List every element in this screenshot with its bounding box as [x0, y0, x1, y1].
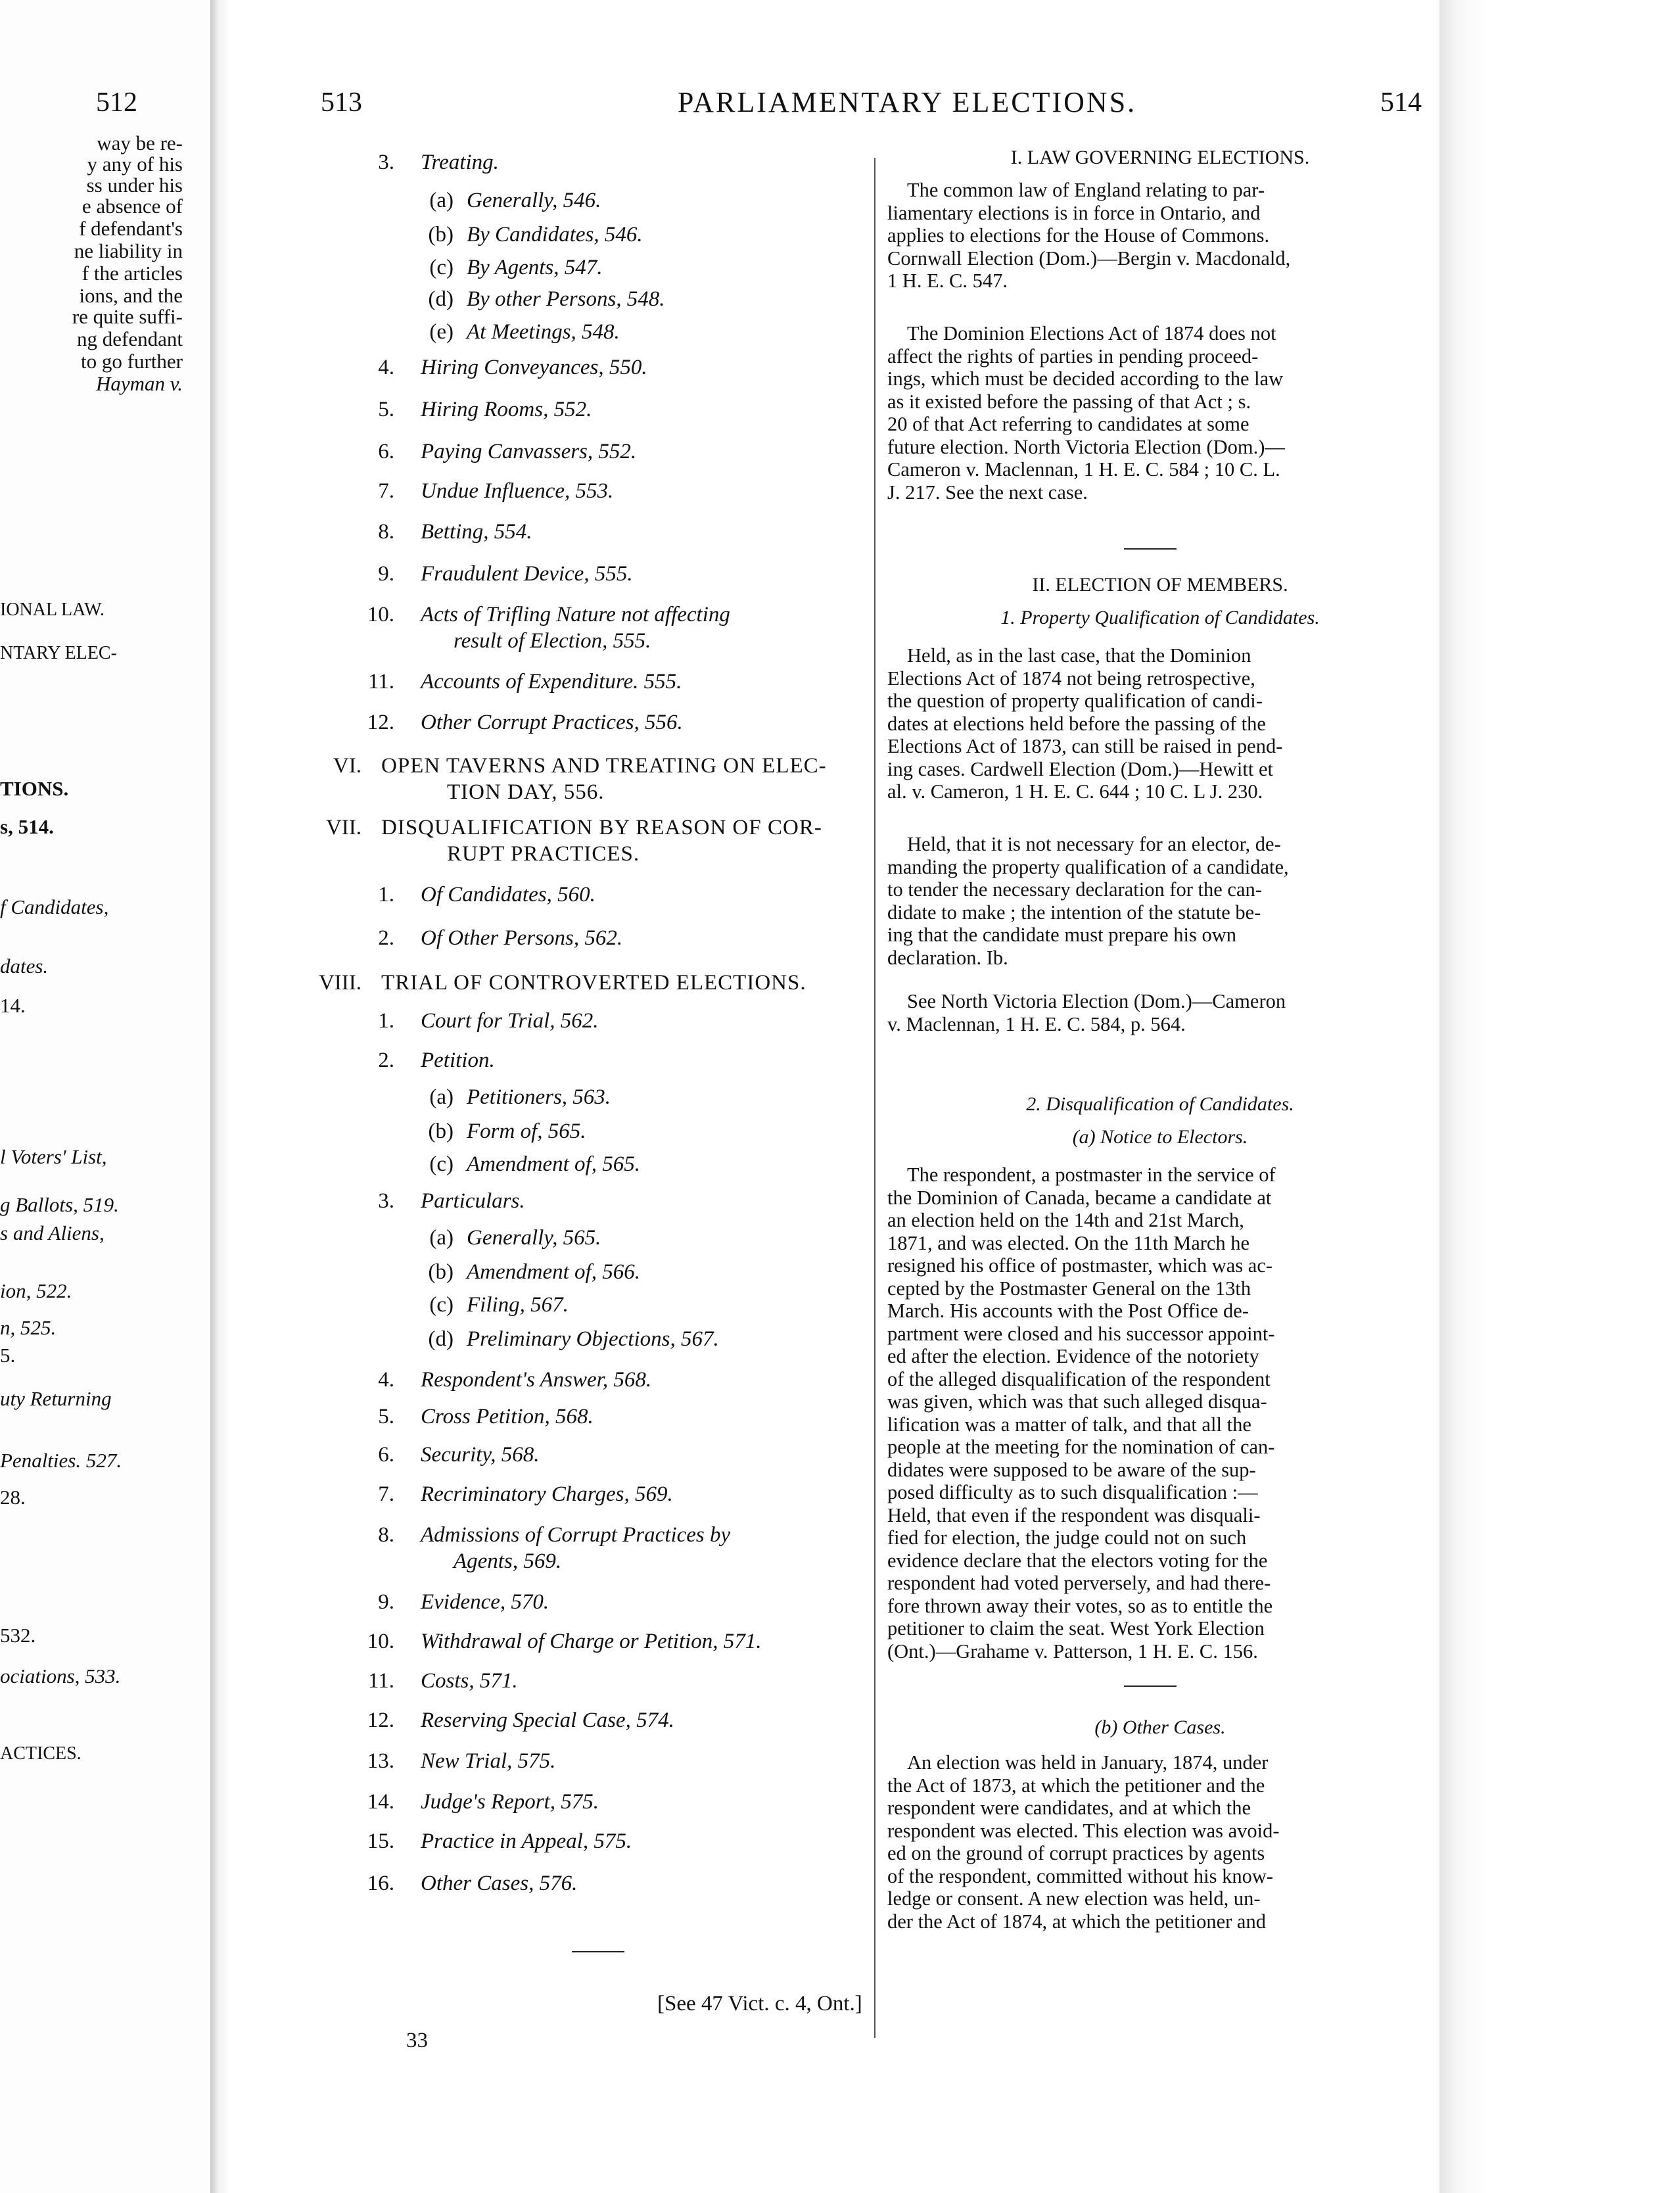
contents-title: At Meetings, 548.: [467, 320, 620, 344]
text-line: was given, which was that such alleged disqua-: [887, 1390, 1267, 1413]
contents-number: 8.: [378, 520, 394, 544]
text-line: fied for election, the judge could not on such: [887, 1526, 1247, 1549]
text-line: manding the property qualification of a candidate,: [887, 855, 1289, 878]
left-page-line: ng defendant: [77, 327, 183, 350]
text-line: ing cases. Cardwell Election (Dom.)—Hewitt et: [887, 757, 1273, 780]
contents-number: (c): [429, 1293, 454, 1317]
contents-number: 10.: [367, 1630, 394, 1653]
contents-number: 4.: [378, 356, 394, 379]
subheading-other-cases: (b) Other Cases.: [1094, 1716, 1226, 1738]
contents-number: 11.: [367, 1669, 394, 1693]
contents-title: Generally, 546.: [467, 189, 601, 212]
contents-number: 13.: [367, 1749, 394, 1773]
contents-number: 14.: [367, 1790, 394, 1814]
contents-title: By other Persons, 548.: [467, 287, 665, 311]
text-line: an election held on the 14th and 21st March,: [887, 1209, 1244, 1231]
contents-title: Respondent's Answer, 568.: [421, 1368, 652, 1392]
text-line: partment were closed and his successor appoint-: [887, 1322, 1275, 1345]
left-page-line: ss under his: [86, 174, 183, 197]
text-line: evidence declare that the electors voting for the: [887, 1549, 1268, 1572]
contents-number: (c): [429, 256, 454, 279]
contents-title: Other Cases, 576.: [421, 1872, 578, 1895]
contents-number: (a): [429, 189, 454, 212]
paragraph-property-1: [887, 644, 1433, 803]
contents-title: Petitioners, 563.: [467, 1085, 611, 1109]
section-heading-members: II. ELECTION OF MEMBERS.: [1032, 574, 1288, 596]
contents-number: 6.: [378, 1443, 394, 1467]
contents-title: Cross Petition, 568.: [421, 1405, 594, 1428]
section-rule: [1124, 548, 1177, 550]
contents-number: 4.: [378, 1368, 394, 1392]
contents-title: Filing, 567.: [467, 1293, 569, 1317]
left-page-line: ACTICES.: [0, 1743, 82, 1764]
left-page-line: f the articles: [82, 262, 183, 285]
text-line: al. v. Cameron, 1 H. E. C. 644 ; 10 C. L J. 230.: [887, 780, 1263, 803]
text-line: the question of property qualification of candi-: [887, 690, 1263, 712]
page-number-right: 514: [1380, 87, 1422, 118]
text-line: lification was a matter of talk, and that all the: [887, 1413, 1251, 1436]
contents-title: Evidence, 570.: [421, 1590, 549, 1614]
contents-number: 3.: [378, 1189, 394, 1213]
contents-end-rule: [572, 1951, 624, 1952]
contents-title: Practice in Appeal, 575.: [421, 1829, 632, 1853]
contents-number: (d): [428, 287, 454, 311]
text-line: future election. North Victoria Election (Dom.)—: [887, 435, 1285, 458]
left-page-line: ne liability in: [74, 239, 183, 262]
text-line: of the respondent, committed without his know-: [887, 1864, 1274, 1887]
contents-title: Recriminatory Charges, 569.: [421, 1482, 673, 1506]
contents-number: 11.: [367, 670, 394, 694]
contents-title: Amendment of, 566.: [467, 1260, 640, 1284]
contents-number: 9.: [378, 1590, 394, 1614]
contents-number: (b): [428, 1120, 454, 1143]
left-page-line: f defendant's: [79, 217, 183, 240]
left-page-line: y any of his: [87, 153, 183, 176]
contents-title: Hiring Rooms, 552.: [421, 398, 592, 421]
left-page-line: s and Aliens,: [0, 1221, 105, 1244]
text-line: See North Victoria Election (Dom.)—Cameron: [907, 990, 1286, 1012]
paragraph-dominion-act: [887, 322, 1433, 504]
left-page-line: dates.: [0, 955, 49, 978]
contents-number: 7.: [378, 1482, 394, 1506]
left-page-line: n, 525.: [0, 1316, 57, 1339]
text-line: declaration. Ib.: [887, 946, 1008, 969]
left-page-line: re quite suffi-: [72, 305, 183, 328]
left-page-line: ion, 522.: [0, 1279, 72, 1302]
text-line: Cornwall Election (Dom.)—Bergin v. Macdonald,: [887, 247, 1291, 270]
text-line: Held, that it is not necessary for an elector, de-: [907, 833, 1281, 855]
left-page-line: 28.: [0, 1486, 26, 1509]
text-line: March. His accounts with the Post Office de-: [887, 1300, 1249, 1322]
paragraph-other-cases: [887, 1751, 1433, 1933]
contents-number: 15.: [367, 1829, 394, 1853]
text-column: [887, 146, 1433, 2052]
text-line: 20 of that Act referring to candidates at some: [887, 413, 1249, 435]
contents-number: 2.: [378, 1049, 394, 1072]
text-line: respondent had voted perversely, and had there-: [887, 1572, 1271, 1594]
text-line: respondent were candidates, and at which the: [887, 1797, 1251, 1819]
contents-number: (a): [429, 1226, 454, 1250]
contents-number: 10.: [367, 603, 394, 626]
page-number-left: 513: [321, 87, 362, 118]
paragraph-property-3: [887, 990, 1433, 1035]
text-line: cepted by the Postmaster General on the 13th: [887, 1277, 1251, 1300]
contents-number: 1.: [378, 1009, 394, 1033]
contents-number: 3.: [378, 151, 394, 174]
text-line: didate to make ; the intention of the statute be-: [887, 901, 1261, 924]
text-line: v. Maclennan, 1 H. E. C. 584, p. 564.: [887, 1012, 1186, 1035]
contents-title: Preliminary Objections, 567.: [467, 1327, 719, 1351]
contents-title-continued: result of Election, 555.: [454, 629, 651, 653]
text-line: resigned his office of postmaster, which was ac-: [887, 1254, 1273, 1277]
left-page-line: Penalties. 527.: [0, 1449, 122, 1472]
text-line: dates at elections held before the passing of the: [887, 712, 1266, 735]
contents-number: VI.: [333, 754, 362, 778]
right-page-margin: [1439, 0, 1680, 2193]
contents-title: Paying Canvassers, 552.: [421, 440, 637, 463]
contents-note: [See 47 Vict. c. 4, Ont.]: [657, 1992, 862, 2016]
contents-title: Form of, 565.: [467, 1120, 586, 1143]
contents-title: Particulars.: [421, 1189, 525, 1213]
left-page-line: ions, and the: [79, 284, 183, 307]
left-page-line: way be re-: [97, 131, 183, 154]
left-page-line: f Candidates,: [0, 895, 109, 918]
text-line: affect the rights of parties in pending proceed-: [887, 344, 1259, 367]
text-line: the Dominion of Canada, became a candidate at: [887, 1186, 1272, 1209]
left-page-line: e absence of: [82, 195, 183, 218]
contents-number: 1.: [378, 883, 394, 907]
contents-title-continued: Agents, 569.: [454, 1549, 562, 1573]
contents-title: Withdrawal of Charge or Petition, 571.: [421, 1630, 762, 1653]
text-line: ing that the candidate must prepare his own: [887, 924, 1237, 946]
contents-title: DISQUALIFICATION BY REASON OF COR-: [381, 816, 822, 839]
text-line: posed difficulty as to such disqualification :—: [887, 1481, 1258, 1503]
column-divider: [874, 158, 875, 2038]
left-page-line: 5.: [0, 1344, 16, 1367]
paragraph-common-law: [887, 179, 1433, 293]
contents-number: VIII.: [318, 971, 362, 995]
contents-number: 12.: [367, 1709, 394, 1732]
contents-title: Other Corrupt Practices, 556.: [421, 711, 683, 734]
contents-title: Acts of Trifling Nature not affecting: [421, 603, 730, 626]
subheading-disqualification: 2. Disqualification of Candidates.: [1026, 1093, 1294, 1115]
text-line: Held, that even if the respondent was disquali-: [887, 1503, 1261, 1526]
contents-title: By Agents, 547.: [467, 256, 603, 279]
contents-title: OPEN TAVERNS AND TREATING ON ELEC-: [381, 754, 827, 778]
text-line: An election was held in January, 1874, under: [907, 1751, 1269, 1774]
text-line: as it existed before the passing of that Act ; s.: [887, 390, 1251, 413]
text-line: liamentary elections is in force in Ontario, and: [887, 201, 1261, 224]
section-heading-law: I. LAW GOVERNING ELECTIONS.: [1010, 147, 1310, 168]
contents-number: 8.: [378, 1523, 394, 1547]
contents-title: Security, 568.: [421, 1443, 540, 1467]
left-page-line: uty Returning: [0, 1387, 112, 1410]
contents-number: (d): [428, 1327, 454, 1351]
text-line: of the alleged disqualification of the respondent: [887, 1367, 1271, 1390]
contents-title: Betting, 554.: [421, 520, 532, 544]
text-line: The respondent, a postmaster in the service of: [907, 1164, 1276, 1186]
contents-number: 16.: [367, 1872, 394, 1895]
text-line: ed after the election. Evidence of the notoriety: [887, 1345, 1259, 1367]
contents-title: Costs, 571.: [421, 1669, 518, 1693]
contents-number: 6.: [378, 440, 394, 463]
contents-number: (a): [429, 1085, 454, 1109]
contents-title: Admissions of Corrupt Practices by: [421, 1523, 731, 1547]
text-line: Cameron v. Maclennan, 1 H. E. C. 584 ; 10 C. L.: [887, 458, 1280, 481]
subheading-property: 1. Property Qualification of Candidates.: [1000, 607, 1320, 628]
left-page-line: s, 514.: [0, 815, 54, 838]
text-line: The common law of England relating to par-: [907, 179, 1265, 201]
contents-number: (b): [428, 223, 454, 247]
left-page-line: ociations, 533.: [0, 1664, 121, 1687]
contents-title: Of Candidates, 560.: [421, 883, 595, 907]
paragraph-notice: [887, 1164, 1433, 1662]
contents-title: Reserving Special Case, 574.: [421, 1709, 674, 1732]
text-line: applies to elections for the House of Commons.: [887, 224, 1270, 247]
contents-column: [289, 150, 881, 2043]
contents-number: 7.: [378, 479, 394, 503]
contents-number: 5.: [378, 398, 394, 421]
contents-title: Undue Influence, 553.: [421, 479, 614, 503]
running-head: PARLIAMENTARY ELECTIONS.: [677, 86, 1137, 118]
page-spine: [210, 0, 230, 2193]
contents-number: VII.: [325, 816, 362, 839]
contents-title-continued: TION DAY, 556.: [447, 780, 605, 804]
text-line: fore thrown away their votes, so as to entitle the: [887, 1594, 1273, 1617]
contents-number: 5.: [378, 1405, 394, 1428]
contents-title-continued: RUPT PRACTICES.: [447, 842, 640, 866]
left-page-line: Hayman v.: [96, 372, 183, 395]
left-page-line: g Ballots, 519.: [0, 1193, 119, 1216]
text-line: J. 217. See the next case.: [887, 481, 1088, 504]
contents-title: By Candidates, 546.: [467, 223, 643, 247]
text-line: 1871, and was elected. On the 11th March he: [887, 1231, 1250, 1254]
text-line: 1 H. E. C. 547.: [887, 270, 1008, 292]
text-line: people at the meeting for the nomination of can-: [887, 1436, 1275, 1458]
text-line: ledge or consent. A new election was held, un-: [887, 1887, 1261, 1910]
contents-number: (b): [428, 1260, 454, 1284]
left-page-line: 14.: [0, 994, 26, 1017]
left-page-line: TIONS.: [0, 777, 69, 800]
left-page-line: to go further: [81, 350, 183, 373]
contents-title: Petition.: [421, 1049, 495, 1072]
contents-title: Amendment of, 565.: [467, 1152, 640, 1176]
contents-title: Treating.: [421, 151, 499, 174]
left-page-number: 512: [96, 87, 137, 118]
text-line: ed on the ground of corrupt practices by agents: [887, 1842, 1265, 1864]
text-line: respondent was elected. This election was avoid-: [887, 1819, 1280, 1842]
paragraph-property-2: [887, 833, 1433, 969]
contents-title: Judge's Report, 575.: [421, 1790, 599, 1814]
contents-title: New Trial, 575.: [421, 1749, 556, 1773]
text-line: The Dominion Elections Act of 1874 does not: [907, 322, 1276, 344]
contents-title: Fraudulent Device, 555.: [421, 562, 633, 586]
contents-number: (e): [429, 320, 454, 344]
left-page-line: l Voters' List,: [0, 1145, 107, 1168]
contents-number: 12.: [367, 711, 394, 734]
text-line: Held, as in the last case, that the Dominion: [907, 644, 1251, 667]
contents-title: Generally, 565.: [467, 1226, 601, 1250]
text-line: petitioner to claim the seat. West York Election: [887, 1617, 1265, 1639]
contents-title: Accounts of Expenditure. 555.: [421, 670, 682, 694]
text-line: didates were supposed to be aware of the sup-: [887, 1458, 1256, 1481]
contents-title: TRIAL OF CONTROVERTED ELECTIONS.: [381, 971, 806, 995]
text-line: ings, which must be decided according to the law: [887, 367, 1284, 390]
text-line: (Ont.)—Grahame v. Patterson, 1 H. E. C. 156.: [887, 1639, 1258, 1662]
left-page-line: NTARY ELEC-: [0, 643, 117, 663]
contents-title: Of Other Persons, 562.: [421, 926, 623, 950]
text-line: Elections Act of 1873, can still be raised in pend-: [887, 735, 1283, 757]
left-page-line: IONAL LAW.: [0, 600, 105, 620]
left-page-line: 532.: [0, 1624, 36, 1647]
contents-number: 2.: [378, 926, 394, 950]
contents-number: 9.: [378, 562, 394, 586]
text-line: to tender the necessary declaration for the can-: [887, 878, 1262, 901]
subsection-rule: [1124, 1686, 1177, 1687]
subheading-notice: (a) Notice to Electors.: [1072, 1126, 1248, 1148]
contents-title: Court for Trial, 562.: [421, 1009, 599, 1033]
contents-number: (c): [429, 1152, 454, 1176]
text-line: Elections Act of 1874 not being retrospective,: [887, 667, 1255, 690]
text-line: the Act of 1873, at which the petitioner and the: [887, 1774, 1265, 1797]
left-page-fragment: [0, 0, 210, 2193]
contents-title: Hiring Conveyances, 550.: [421, 356, 647, 379]
text-line: der the Act of 1874, at which the petitioner and: [887, 1910, 1266, 1933]
signature-mark: 33: [406, 2029, 428, 2052]
